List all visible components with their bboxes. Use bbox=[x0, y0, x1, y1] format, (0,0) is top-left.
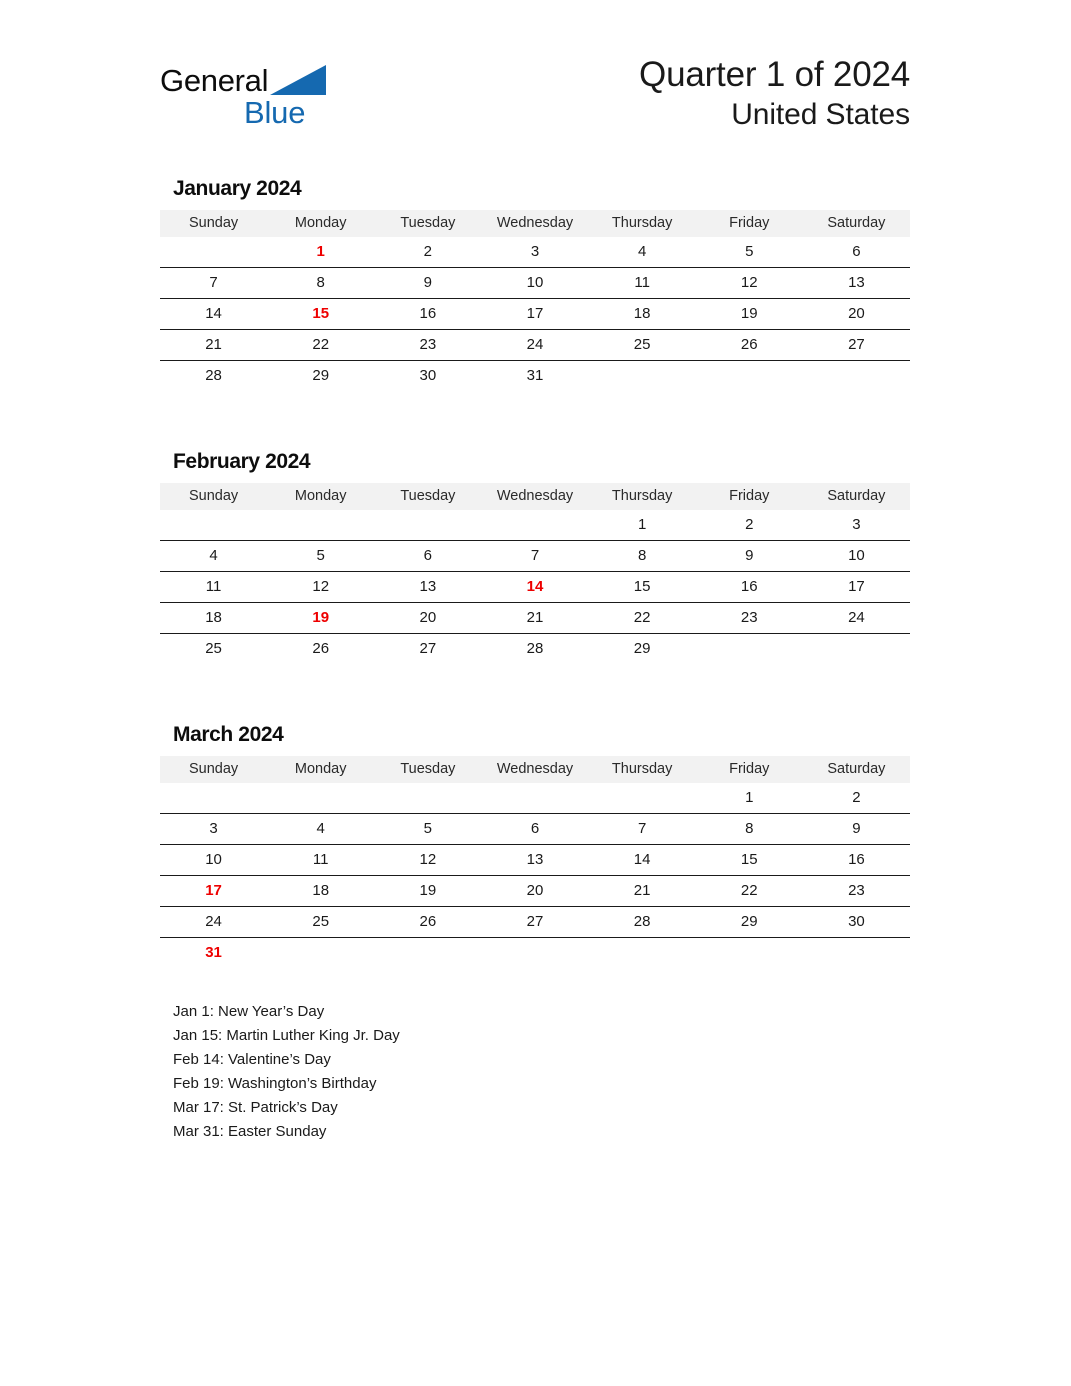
day-cell-holiday[interactable]: 1 bbox=[267, 237, 374, 268]
day-cell[interactable]: 20 bbox=[803, 299, 910, 330]
day-cell[interactable]: 22 bbox=[267, 330, 374, 361]
calendar-week-row bbox=[160, 907, 910, 938]
day-cell[interactable]: 1 bbox=[589, 510, 696, 541]
weekday-header-tuesday: Tuesday bbox=[374, 756, 481, 783]
day-cell[interactable]: 11 bbox=[589, 268, 696, 299]
day-cell-empty bbox=[374, 938, 481, 969]
calendar-table bbox=[160, 210, 910, 391]
day-cell[interactable]: 13 bbox=[374, 572, 481, 603]
holiday-list bbox=[173, 1000, 773, 1144]
day-cell[interactable]: 9 bbox=[374, 268, 481, 299]
day-cell[interactable]: 16 bbox=[374, 299, 481, 330]
calendar-week-row bbox=[160, 237, 910, 268]
day-cell[interactable]: 4 bbox=[267, 814, 374, 845]
calendar-week-row bbox=[160, 268, 910, 299]
day-cell[interactable]: 24 bbox=[160, 907, 267, 938]
weekday-header-wednesday: Wednesday bbox=[481, 756, 588, 783]
calendar-header-row bbox=[160, 483, 910, 510]
calendar-body bbox=[160, 237, 910, 391]
day-cell[interactable]: 16 bbox=[696, 572, 803, 603]
calendar-body bbox=[160, 510, 910, 664]
holiday-item: Jan 15: Martin Luther King Jr. Day bbox=[173, 1027, 400, 1044]
day-cell[interactable]: 26 bbox=[696, 330, 803, 361]
day-cell[interactable]: 24 bbox=[803, 603, 910, 634]
day-cell-empty bbox=[160, 237, 267, 268]
weekday-header-sunday: Sunday bbox=[160, 210, 267, 237]
day-cell-empty bbox=[803, 938, 910, 969]
day-cell[interactable]: 8 bbox=[696, 814, 803, 845]
month-title: March 2024 bbox=[173, 723, 284, 746]
day-cell[interactable]: 26 bbox=[312, 640, 330, 657]
day-cell[interactable]: 15 bbox=[589, 572, 696, 603]
day-cell[interactable]: 22 bbox=[696, 876, 803, 907]
day-cell[interactable]: 23 bbox=[803, 876, 910, 907]
day-cell[interactable]: 29 bbox=[633, 640, 651, 657]
weekday-header-thursday: Thursday bbox=[589, 210, 696, 237]
day-cell-empty bbox=[267, 510, 374, 541]
day-cell[interactable]: 20 bbox=[374, 603, 481, 634]
day-cell[interactable]: 9 bbox=[696, 541, 803, 572]
logo-line-one bbox=[160, 62, 340, 96]
day-cell[interactable]: 21 bbox=[160, 330, 267, 361]
day-cell-empty bbox=[589, 783, 696, 814]
day-cell-holiday[interactable]: 19 bbox=[267, 603, 374, 634]
weekday-header-friday: Friday bbox=[696, 210, 803, 237]
day-cell[interactable]: 8 bbox=[267, 268, 374, 299]
weekday-header-wednesday: Wednesday bbox=[481, 483, 588, 510]
day-cell-empty bbox=[481, 783, 588, 814]
day-cell[interactable]: 11 bbox=[160, 572, 267, 603]
month-block-march bbox=[160, 724, 910, 968]
weekday-header-tuesday: Tuesday bbox=[374, 210, 481, 237]
day-cell-holiday[interactable]: 15 bbox=[267, 299, 374, 330]
day-cell[interactable]: 14 bbox=[589, 845, 696, 876]
day-cell[interactable]: 18 bbox=[160, 603, 267, 634]
day-cell[interactable]: 29 bbox=[696, 907, 803, 938]
day-cell[interactable]: 28 bbox=[589, 907, 696, 938]
day-cell[interactable]: 10 bbox=[481, 268, 588, 299]
day-cell-empty bbox=[589, 361, 696, 392]
day-cell[interactable]: 13 bbox=[481, 845, 588, 876]
weekday-header-saturday: Saturday bbox=[803, 483, 910, 510]
day-cell[interactable]: 27 bbox=[481, 907, 588, 938]
day-cell-holiday[interactable]: 14 bbox=[481, 572, 588, 603]
weekday-header-friday: Friday bbox=[696, 483, 803, 510]
weekday-header-sunday: Sunday bbox=[160, 756, 267, 783]
holiday-item: Feb 14: Valentine’s Day bbox=[173, 1051, 331, 1068]
calendar-week-row bbox=[160, 299, 910, 330]
day-cell[interactable]: 20 bbox=[481, 876, 588, 907]
day-cell-empty bbox=[803, 634, 910, 665]
weekday-header-saturday: Saturday bbox=[803, 756, 910, 783]
calendar-week-row bbox=[160, 510, 910, 541]
calendar-header-row bbox=[160, 756, 910, 783]
day-cell[interactable]: 28 bbox=[526, 640, 544, 657]
day-cell[interactable]: 2 bbox=[696, 510, 803, 541]
calendar-body bbox=[160, 783, 910, 968]
day-cell[interactable]: 19 bbox=[696, 299, 803, 330]
calendar-week-row bbox=[160, 783, 910, 814]
day-cell[interactable]: 21 bbox=[589, 876, 696, 907]
day-cell[interactable]: 10 bbox=[160, 845, 267, 876]
day-cell-empty bbox=[696, 634, 803, 665]
month-title: January 2024 bbox=[173, 177, 302, 200]
day-cell[interactable]: 1 bbox=[696, 783, 803, 814]
weekday-header-saturday: Saturday bbox=[803, 210, 910, 237]
weekday-header-thursday: Thursday bbox=[589, 483, 696, 510]
day-cell-empty bbox=[267, 783, 374, 814]
day-cell[interactable]: 3 bbox=[803, 510, 910, 541]
day-cell-empty bbox=[696, 938, 803, 969]
day-cell[interactable]: 26 bbox=[374, 907, 481, 938]
day-cell[interactable]: 17 bbox=[803, 572, 910, 603]
logo-word-blue: Blue bbox=[244, 95, 306, 130]
day-cell[interactable]: 21 bbox=[481, 603, 588, 634]
weekday-header-tuesday: Tuesday bbox=[374, 483, 481, 510]
calendar-week-row bbox=[160, 938, 910, 969]
weekday-header-monday: Monday bbox=[267, 210, 374, 237]
calendar-week-row bbox=[160, 330, 910, 361]
day-cell[interactable]: 12 bbox=[267, 572, 374, 603]
logo-word-general: General bbox=[160, 63, 269, 98]
day-cell[interactable]: 12 bbox=[374, 845, 481, 876]
day-cell[interactable]: 11 bbox=[267, 845, 374, 876]
day-cell[interactable]: 5 bbox=[374, 814, 481, 845]
triangle-icon bbox=[270, 65, 326, 95]
day-cell[interactable]: 23 bbox=[374, 330, 481, 361]
day-cell[interactable]: 25 bbox=[205, 640, 222, 657]
day-cell[interactable]: 3 bbox=[481, 237, 588, 268]
holiday-item: Mar 31: Easter Sunday bbox=[173, 1123, 327, 1140]
page-subtitle: United States bbox=[731, 98, 910, 132]
calendar-week-row bbox=[160, 603, 910, 634]
calendar-header-row bbox=[160, 210, 910, 237]
page-title: Quarter 1 of 2024 bbox=[639, 55, 910, 94]
weekday-header-sunday: Sunday bbox=[160, 483, 267, 510]
day-cell-holiday[interactable]: 31 bbox=[205, 944, 222, 961]
day-cell[interactable]: 4 bbox=[160, 541, 267, 572]
day-cell-empty bbox=[589, 938, 696, 969]
month-block-february bbox=[160, 451, 910, 664]
day-cell[interactable]: 3 bbox=[160, 814, 267, 845]
day-cell[interactable]: 29 bbox=[312, 367, 330, 384]
weekday-header-friday: Friday bbox=[696, 756, 803, 783]
weekday-header-thursday: Thursday bbox=[589, 756, 696, 783]
day-cell-empty bbox=[481, 938, 588, 969]
day-cell[interactable]: 6 bbox=[374, 541, 481, 572]
calendar-week-row bbox=[160, 814, 910, 845]
general-blue-logo[interactable] bbox=[160, 52, 340, 142]
day-cell[interactable]: 18 bbox=[267, 876, 374, 907]
holiday-item: Feb 19: Washington’s Birthday bbox=[173, 1075, 377, 1092]
calendar-week-row bbox=[160, 634, 910, 665]
month-title: February 2024 bbox=[173, 450, 311, 473]
day-cell[interactable]: 6 bbox=[803, 237, 910, 268]
calendar-table bbox=[160, 483, 910, 664]
calendar-table bbox=[160, 756, 910, 968]
holiday-item: Mar 17: St. Patrick’s Day bbox=[173, 1099, 338, 1116]
day-cell-empty bbox=[374, 510, 481, 541]
day-cell-empty bbox=[160, 510, 267, 541]
calendar-week-row bbox=[160, 876, 910, 907]
day-cell[interactable]: 22 bbox=[589, 603, 696, 634]
day-cell[interactable]: 7 bbox=[481, 541, 588, 572]
day-cell[interactable]: 14 bbox=[160, 299, 267, 330]
day-cell[interactable]: 13 bbox=[803, 268, 910, 299]
calendar-week-row bbox=[160, 572, 910, 603]
calendar-week-row bbox=[160, 541, 910, 572]
day-cell[interactable]: 6 bbox=[481, 814, 588, 845]
day-cell-empty bbox=[481, 510, 588, 541]
calendar-week-row bbox=[160, 361, 910, 392]
day-cell-empty bbox=[696, 361, 803, 392]
weekday-header-monday: Monday bbox=[267, 756, 374, 783]
day-cell[interactable]: 17 bbox=[481, 299, 588, 330]
day-cell[interactable]: 19 bbox=[374, 876, 481, 907]
day-cell[interactable]: 25 bbox=[267, 907, 374, 938]
day-cell[interactable]: 2 bbox=[803, 783, 910, 814]
day-cell[interactable]: 30 bbox=[419, 367, 437, 384]
day-cell[interactable]: 7 bbox=[160, 268, 267, 299]
day-cell[interactable]: 7 bbox=[589, 814, 696, 845]
day-cell[interactable]: 10 bbox=[803, 541, 910, 572]
day-cell[interactable]: 5 bbox=[696, 237, 803, 268]
day-cell[interactable]: 28 bbox=[205, 367, 222, 384]
day-cell-empty bbox=[160, 783, 267, 814]
day-cell[interactable]: 27 bbox=[419, 640, 437, 657]
logo-line-two bbox=[244, 97, 340, 128]
day-cell[interactable]: 12 bbox=[696, 268, 803, 299]
day-cell[interactable]: 5 bbox=[267, 541, 374, 572]
day-cell[interactable]: 25 bbox=[589, 330, 696, 361]
calendar-week-row bbox=[160, 845, 910, 876]
weekday-header-wednesday: Wednesday bbox=[481, 210, 588, 237]
day-cell[interactable]: 2 bbox=[374, 237, 481, 268]
weekday-header-monday: Monday bbox=[267, 483, 374, 510]
day-cell[interactable]: 16 bbox=[803, 845, 910, 876]
day-cell[interactable]: 9 bbox=[803, 814, 910, 845]
page-header bbox=[160, 52, 910, 162]
day-cell[interactable]: 24 bbox=[481, 330, 588, 361]
day-cell[interactable]: 30 bbox=[803, 907, 910, 938]
day-cell-empty bbox=[267, 938, 374, 969]
day-cell[interactable]: 31 bbox=[526, 367, 544, 384]
day-cell[interactable]: 18 bbox=[589, 299, 696, 330]
day-cell[interactable]: 23 bbox=[696, 603, 803, 634]
month-block-january bbox=[160, 178, 910, 391]
day-cell[interactable]: 27 bbox=[803, 330, 910, 361]
holiday-item: Jan 1: New Year’s Day bbox=[173, 1003, 325, 1020]
day-cell-empty bbox=[803, 361, 910, 392]
day-cell[interactable]: 8 bbox=[589, 541, 696, 572]
day-cell-empty bbox=[374, 783, 481, 814]
day-cell[interactable]: 4 bbox=[589, 237, 696, 268]
day-cell[interactable]: 15 bbox=[696, 845, 803, 876]
day-cell-holiday[interactable]: 17 bbox=[160, 876, 267, 907]
title-block bbox=[639, 52, 910, 134]
